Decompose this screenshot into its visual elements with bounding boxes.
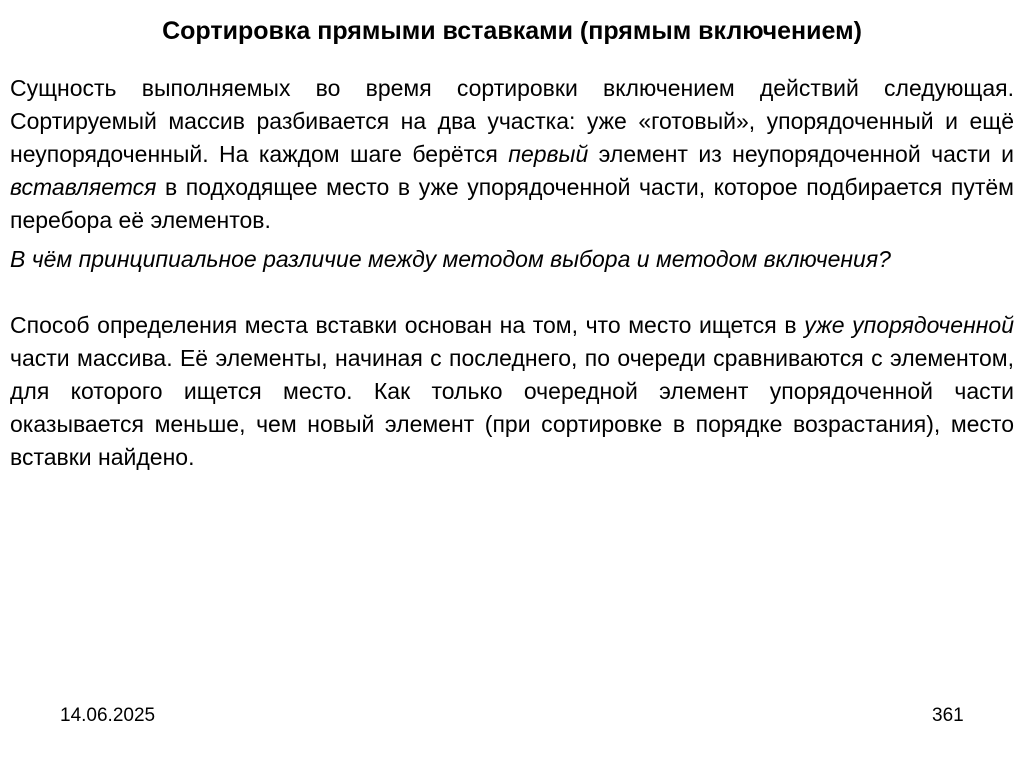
paragraph-essence [10,72,1014,237]
text-run-italic: вставляется [10,174,157,200]
slide-title: Сортировка прямыми вставками (прямым включением) [162,17,862,45]
text-run: элемент из неупорядоченной части и [588,141,1014,167]
text-run-italic: уже упорядоченной [804,312,1014,338]
text-run: Способ определения места вставки основан на том, что место ищется в [10,312,805,338]
text-run-italic: первый [508,141,589,167]
footer-date: 14.06.2025 [60,705,156,726]
question-paragraph: В чём принципиальное различие между методом выбора и методом включения? [10,246,891,272]
slide-body [10,72,1014,474]
text-run: в подходящее место в уже упорядоченной части, которое подбирается путём перебора её элементов. [10,174,1014,233]
text-run: части массива. Её элементы, начиная с последнего, по очереди сравниваются с элементом, для которого ищется место. Как только очередной элемент упорядоченной части оказывается меньше, чем новый элемент (при сортировке в порядке возрастания), место вставки найдено. [10,345,1014,470]
text-run: Сущность выполняемых во время сортировки включением действий следующая. Сортируемый массив разбивается на два участка: уже «готовый», упорядоченный и ещё неупорядоченный. На каждом шаге берётся [10,75,1014,167]
paragraph-answer [10,309,1014,474]
footer-page-number: 361 [932,705,964,726]
